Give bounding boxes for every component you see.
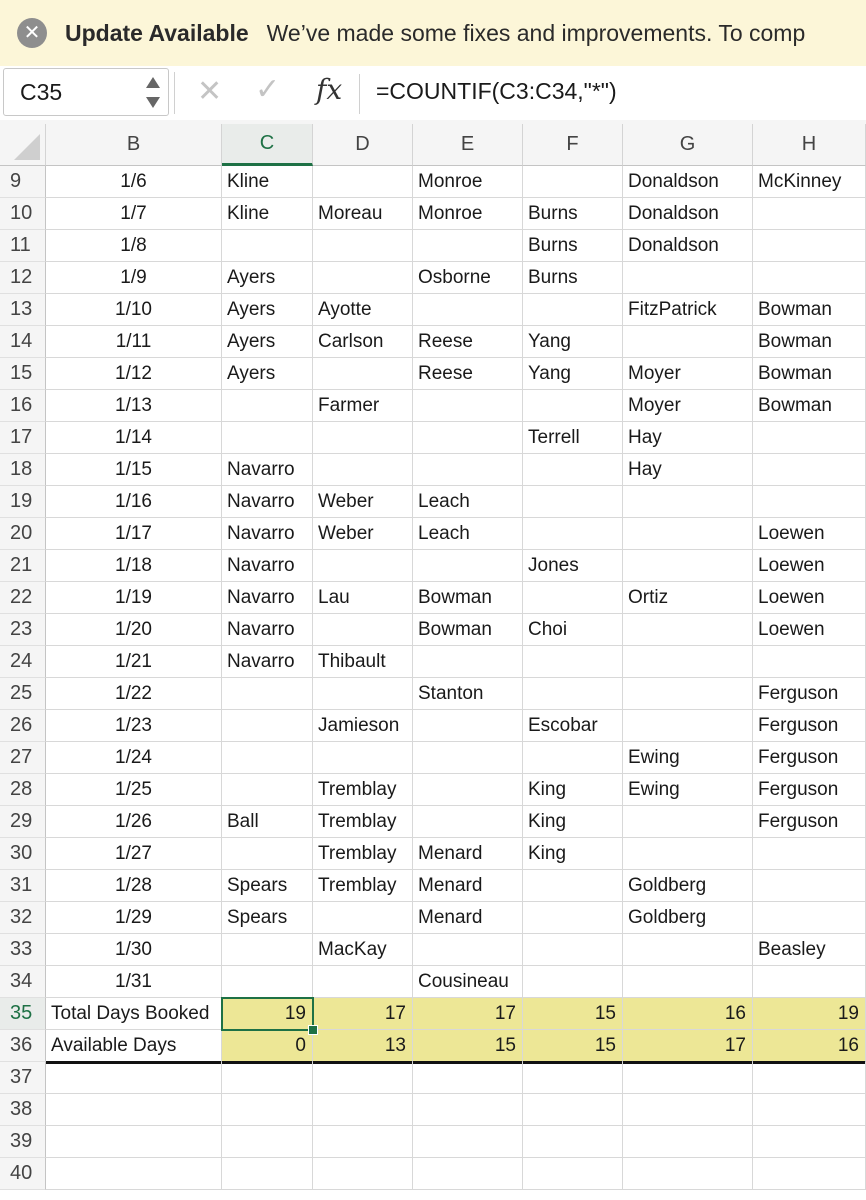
cell-g10[interactable]: Donaldson xyxy=(623,198,753,230)
cell-e38[interactable] xyxy=(413,1094,523,1126)
cell-b13[interactable]: 1/10 xyxy=(46,294,222,326)
row-header[interactable]: 16 xyxy=(0,390,46,422)
cell-f29[interactable]: King xyxy=(523,806,623,838)
cell-g33[interactable] xyxy=(623,934,753,966)
cell-e19[interactable]: Leach xyxy=(413,486,523,518)
cell-b17[interactable]: 1/14 xyxy=(46,422,222,454)
cell-f39[interactable] xyxy=(523,1126,623,1158)
cell-h39[interactable] xyxy=(753,1126,866,1158)
cell-h27[interactable]: Ferguson xyxy=(753,742,866,774)
cell-h26[interactable]: Ferguson xyxy=(753,710,866,742)
cell-e37[interactable] xyxy=(413,1062,523,1094)
cell-d39[interactable] xyxy=(313,1126,413,1158)
cell-e33[interactable] xyxy=(413,934,523,966)
cell-d11[interactable] xyxy=(313,230,413,262)
cell-c15[interactable]: Ayers xyxy=(222,358,313,390)
cell-c29[interactable]: Ball xyxy=(222,806,313,838)
formula-bar xyxy=(0,66,866,121)
cell-b36[interactable]: Available Days xyxy=(46,1030,222,1064)
cell-d28[interactable]: Tremblay xyxy=(313,774,413,806)
column-header-c[interactable]: C xyxy=(222,124,313,166)
cell-f19[interactable] xyxy=(523,486,623,518)
cell-b34[interactable]: 1/31 xyxy=(46,966,222,998)
cell-g37[interactable] xyxy=(623,1062,753,1094)
update-banner xyxy=(0,0,866,67)
cell-h33[interactable]: Beasley xyxy=(753,934,866,966)
row-header[interactable]: 27 xyxy=(0,742,46,774)
cell-c17[interactable] xyxy=(222,422,313,454)
cell-b14[interactable]: 1/11 xyxy=(46,326,222,358)
cell-h20[interactable]: Loewen xyxy=(753,518,866,550)
row-header[interactable]: 31 xyxy=(0,870,46,902)
cell-e26[interactable] xyxy=(413,710,523,742)
formula-input[interactable]: =COUNTIF(C3:C34,"*") xyxy=(376,78,617,104)
cell-c12[interactable]: Ayers xyxy=(222,262,313,294)
cell-h32[interactable] xyxy=(753,902,866,934)
cell-g24[interactable] xyxy=(623,646,753,678)
cell-g27[interactable]: Ewing xyxy=(623,742,753,774)
row-header[interactable]: 15 xyxy=(0,358,46,390)
cell-d27[interactable] xyxy=(313,742,413,774)
cell-f34[interactable] xyxy=(523,966,623,998)
cell-b12[interactable]: 1/9 xyxy=(46,262,222,294)
cell-b20[interactable]: 1/17 xyxy=(46,518,222,550)
cell-e40[interactable] xyxy=(413,1158,523,1190)
cell-b9[interactable]: 1/6 xyxy=(46,166,222,198)
cell-f11[interactable]: Burns xyxy=(523,230,623,262)
cell-e21[interactable] xyxy=(413,550,523,582)
cell-h29[interactable]: Ferguson xyxy=(753,806,866,838)
cell-h9[interactable]: McKinney xyxy=(753,166,866,198)
cell-b38[interactable] xyxy=(46,1094,222,1126)
row-header[interactable]: 39 xyxy=(0,1126,46,1158)
cell-b10[interactable]: 1/7 xyxy=(46,198,222,230)
cell-c9[interactable]: Kline xyxy=(222,166,313,198)
row-header[interactable]: 18 xyxy=(0,454,46,486)
checkmark-icon[interactable]: ✓ xyxy=(255,73,281,106)
cell-g23[interactable] xyxy=(623,614,753,646)
cell-e9[interactable]: Monroe xyxy=(413,166,523,198)
cell-h22[interactable]: Loewen xyxy=(753,582,866,614)
cell-b19[interactable]: 1/16 xyxy=(46,486,222,518)
cell-g40[interactable] xyxy=(623,1158,753,1190)
cell-e12[interactable]: Osborne xyxy=(413,262,523,294)
column-header-e[interactable]: E xyxy=(413,124,523,166)
cell-d20[interactable]: Weber xyxy=(313,518,413,550)
cell-f12[interactable]: Burns xyxy=(523,262,623,294)
cell-f20[interactable] xyxy=(523,518,623,550)
cell-g26[interactable] xyxy=(623,710,753,742)
row-header[interactable]: 10 xyxy=(0,198,46,230)
cell-g38[interactable] xyxy=(623,1094,753,1126)
cell-e32[interactable]: Menard xyxy=(413,902,523,934)
cell-g39[interactable] xyxy=(623,1126,753,1158)
cell-c38[interactable] xyxy=(222,1094,313,1126)
cell-g14[interactable] xyxy=(623,326,753,358)
cell-b23[interactable]: 1/20 xyxy=(46,614,222,646)
cell-f36[interactable]: 15 xyxy=(523,1030,623,1064)
cell-e27[interactable] xyxy=(413,742,523,774)
cell-f38[interactable] xyxy=(523,1094,623,1126)
row-header[interactable]: 20 xyxy=(0,518,46,550)
column-header-g[interactable]: G xyxy=(623,124,753,166)
cell-f40[interactable] xyxy=(523,1158,623,1190)
cell-d14[interactable]: Carlson xyxy=(313,326,413,358)
row-header[interactable]: 33 xyxy=(0,934,46,966)
cell-e36[interactable]: 15 xyxy=(413,1030,523,1064)
cell-d9[interactable] xyxy=(313,166,413,198)
cell-b24[interactable]: 1/21 xyxy=(46,646,222,678)
cell-c32[interactable]: Spears xyxy=(222,902,313,934)
cell-g20[interactable] xyxy=(623,518,753,550)
row-header[interactable]: 19 xyxy=(0,486,46,518)
row-header[interactable]: 29 xyxy=(0,806,46,838)
row-header[interactable]: 38 xyxy=(0,1094,46,1126)
cell-c25[interactable] xyxy=(222,678,313,710)
cell-g11[interactable]: Donaldson xyxy=(623,230,753,262)
cell-e15[interactable]: Reese xyxy=(413,358,523,390)
cell-d29[interactable]: Tremblay xyxy=(313,806,413,838)
cell-h30[interactable] xyxy=(753,838,866,870)
cell-h13[interactable]: Bowman xyxy=(753,294,866,326)
cell-b40[interactable] xyxy=(46,1158,222,1190)
row-header[interactable]: 12 xyxy=(0,262,46,294)
cell-f23[interactable]: Choi xyxy=(523,614,623,646)
cell-b33[interactable]: 1/30 xyxy=(46,934,222,966)
cell-b27[interactable]: 1/24 xyxy=(46,742,222,774)
cell-f33[interactable] xyxy=(523,934,623,966)
cell-b28[interactable]: 1/25 xyxy=(46,774,222,806)
cell-d16[interactable]: Farmer xyxy=(313,390,413,422)
cell-e25[interactable]: Stanton xyxy=(413,678,523,710)
cell-b32[interactable]: 1/29 xyxy=(46,902,222,934)
cell-c20[interactable]: Navarro xyxy=(222,518,313,550)
cell-g31[interactable]: Goldberg xyxy=(623,870,753,902)
spreadsheet-grid[interactable] xyxy=(0,120,866,1200)
row-header[interactable]: 40 xyxy=(0,1158,46,1190)
cell-e31[interactable]: Menard xyxy=(413,870,523,902)
cell-g29[interactable] xyxy=(623,806,753,838)
cell-f9[interactable] xyxy=(523,166,623,198)
cell-f18[interactable] xyxy=(523,454,623,486)
row-header[interactable]: 36 xyxy=(0,1030,46,1062)
cell-f10[interactable]: Burns xyxy=(523,198,623,230)
cell-f26[interactable]: Escobar xyxy=(523,710,623,742)
cell-d34[interactable] xyxy=(313,966,413,998)
cell-e39[interactable] xyxy=(413,1126,523,1158)
cell-d25[interactable] xyxy=(313,678,413,710)
cell-e22[interactable]: Bowman xyxy=(413,582,523,614)
cell-b16[interactable]: 1/13 xyxy=(46,390,222,422)
cell-e18[interactable] xyxy=(413,454,523,486)
cell-f14[interactable]: Yang xyxy=(523,326,623,358)
column-header-d[interactable]: D xyxy=(313,124,413,166)
cell-f27[interactable] xyxy=(523,742,623,774)
name-box[interactable] xyxy=(3,68,169,116)
cell-g17[interactable]: Hay xyxy=(623,422,753,454)
row-header[interactable]: 32 xyxy=(0,902,46,934)
cell-c19[interactable]: Navarro xyxy=(222,486,313,518)
cell-h19[interactable] xyxy=(753,486,866,518)
cell-f17[interactable]: Terrell xyxy=(523,422,623,454)
cell-c22[interactable]: Navarro xyxy=(222,582,313,614)
row-header[interactable]: 22 xyxy=(0,582,46,614)
cell-e23[interactable]: Bowman xyxy=(413,614,523,646)
cell-h34[interactable] xyxy=(753,966,866,998)
cell-e17[interactable] xyxy=(413,422,523,454)
cell-g32[interactable]: Goldberg xyxy=(623,902,753,934)
cell-g15[interactable]: Moyer xyxy=(623,358,753,390)
cell-e29[interactable] xyxy=(413,806,523,838)
select-all-corner[interactable] xyxy=(0,124,46,166)
column-header-b[interactable]: B xyxy=(46,124,222,166)
cell-c10[interactable]: Kline xyxy=(222,198,313,230)
cell-c39[interactable] xyxy=(222,1126,313,1158)
cell-b22[interactable]: 1/19 xyxy=(46,582,222,614)
cell-c13[interactable]: Ayers xyxy=(222,294,313,326)
cell-c11[interactable] xyxy=(222,230,313,262)
row-header[interactable]: 9 xyxy=(0,166,46,198)
cell-g28[interactable]: Ewing xyxy=(623,774,753,806)
banner-message: We’ve made some fixes and improvements. To comp xyxy=(266,19,806,46)
cell-d19[interactable]: Weber xyxy=(313,486,413,518)
cell-d37[interactable] xyxy=(313,1062,413,1094)
row-header[interactable]: 37 xyxy=(0,1062,46,1094)
fill-handle[interactable] xyxy=(308,1025,318,1035)
cell-c14[interactable]: Ayers xyxy=(222,326,313,358)
cell-c40[interactable] xyxy=(222,1158,313,1190)
cell-b25[interactable]: 1/22 xyxy=(46,678,222,710)
name-box-value[interactable]: C35 xyxy=(20,79,63,105)
cell-f37[interactable] xyxy=(523,1062,623,1094)
cell-h24[interactable] xyxy=(753,646,866,678)
cell-g22[interactable]: Ortiz xyxy=(623,582,753,614)
close-circle-icon[interactable]: ✕ xyxy=(17,18,47,48)
cell-d21[interactable] xyxy=(313,550,413,582)
cell-c18[interactable]: Navarro xyxy=(222,454,313,486)
cell-c30[interactable] xyxy=(222,838,313,870)
cell-f25[interactable] xyxy=(523,678,623,710)
cell-d40[interactable] xyxy=(313,1158,413,1190)
cell-c27[interactable] xyxy=(222,742,313,774)
cell-h28[interactable]: Ferguson xyxy=(753,774,866,806)
cell-h10[interactable] xyxy=(753,198,866,230)
cell-f30[interactable]: King xyxy=(523,838,623,870)
divider xyxy=(174,72,175,114)
cell-c16[interactable] xyxy=(222,390,313,422)
cell-g19[interactable] xyxy=(623,486,753,518)
cell-h11[interactable] xyxy=(753,230,866,262)
cell-d31[interactable]: Tremblay xyxy=(313,870,413,902)
cell-d18[interactable] xyxy=(313,454,413,486)
cell-g12[interactable] xyxy=(623,262,753,294)
cell-c33[interactable] xyxy=(222,934,313,966)
cell-d22[interactable]: Lau xyxy=(313,582,413,614)
cell-d10[interactable]: Moreau xyxy=(313,198,413,230)
cell-g34[interactable] xyxy=(623,966,753,998)
divider xyxy=(359,74,360,114)
cell-d24[interactable]: Thibault xyxy=(313,646,413,678)
cell-d26[interactable]: Jamieson xyxy=(313,710,413,742)
cell-h35[interactable]: 19 xyxy=(753,998,866,1030)
cell-f21[interactable]: Jones xyxy=(523,550,623,582)
cell-h38[interactable] xyxy=(753,1094,866,1126)
function-icon[interactable]: fx xyxy=(316,73,343,106)
cell-c35[interactable]: 19 xyxy=(222,998,313,1030)
row-header[interactable]: 13 xyxy=(0,294,46,326)
row-header[interactable]: 30 xyxy=(0,838,46,870)
cell-b37[interactable] xyxy=(46,1062,222,1094)
cell-f13[interactable] xyxy=(523,294,623,326)
cell-e11[interactable] xyxy=(413,230,523,262)
cell-b29[interactable]: 1/26 xyxy=(46,806,222,838)
cell-b26[interactable]: 1/23 xyxy=(46,710,222,742)
cell-b39[interactable] xyxy=(46,1126,222,1158)
cell-g35[interactable]: 16 xyxy=(623,998,753,1030)
row-header[interactable]: 23 xyxy=(0,614,46,646)
cell-b35[interactable]: Total Days Booked xyxy=(46,998,222,1030)
row-header[interactable]: 14 xyxy=(0,326,46,358)
row-header[interactable]: 26 xyxy=(0,710,46,742)
cell-d32[interactable] xyxy=(313,902,413,934)
row-header[interactable]: 35 xyxy=(0,998,46,1030)
cell-d36[interactable]: 13 xyxy=(313,1030,413,1064)
cell-h17[interactable] xyxy=(753,422,866,454)
row-header[interactable]: 11 xyxy=(0,230,46,262)
cell-e35[interactable]: 17 xyxy=(413,998,523,1030)
cell-b18[interactable]: 1/15 xyxy=(46,454,222,486)
cell-g36[interactable]: 17 xyxy=(623,1030,753,1064)
cell-h25[interactable]: Ferguson xyxy=(753,678,866,710)
cell-h37[interactable] xyxy=(753,1062,866,1094)
row-header[interactable]: 34 xyxy=(0,966,46,998)
cell-c34[interactable] xyxy=(222,966,313,998)
name-box-stepper-icon[interactable] xyxy=(146,75,160,111)
cell-e24[interactable] xyxy=(413,646,523,678)
cell-h14[interactable]: Bowman xyxy=(753,326,866,358)
cell-h21[interactable]: Loewen xyxy=(753,550,866,582)
cell-b11[interactable]: 1/8 xyxy=(46,230,222,262)
cell-e14[interactable]: Reese xyxy=(413,326,523,358)
cell-b31[interactable]: 1/28 xyxy=(46,870,222,902)
cell-f22[interactable] xyxy=(523,582,623,614)
cell-h40[interactable] xyxy=(753,1158,866,1190)
cell-g18[interactable]: Hay xyxy=(623,454,753,486)
cell-g25[interactable] xyxy=(623,678,753,710)
cell-c24[interactable]: Navarro xyxy=(222,646,313,678)
cell-f35[interactable]: 15 xyxy=(523,998,623,1030)
cell-e34[interactable]: Cousineau xyxy=(413,966,523,998)
cell-c26[interactable] xyxy=(222,710,313,742)
cell-c37[interactable] xyxy=(222,1062,313,1094)
cell-c23[interactable]: Navarro xyxy=(222,614,313,646)
cell-d13[interactable]: Ayotte xyxy=(313,294,413,326)
cell-d17[interactable] xyxy=(313,422,413,454)
cell-f24[interactable] xyxy=(523,646,623,678)
cell-d33[interactable]: MacKay xyxy=(313,934,413,966)
cell-c31[interactable]: Spears xyxy=(222,870,313,902)
cell-e28[interactable] xyxy=(413,774,523,806)
cell-e10[interactable]: Monroe xyxy=(413,198,523,230)
cell-d12[interactable] xyxy=(313,262,413,294)
cell-f16[interactable] xyxy=(523,390,623,422)
cell-h36[interactable]: 16 xyxy=(753,1030,866,1064)
cell-d30[interactable]: Tremblay xyxy=(313,838,413,870)
cell-h18[interactable] xyxy=(753,454,866,486)
cell-b30[interactable]: 1/27 xyxy=(46,838,222,870)
banner-title: Update Available xyxy=(65,19,249,46)
cell-e13[interactable] xyxy=(413,294,523,326)
row-header[interactable]: 17 xyxy=(0,422,46,454)
cell-c28[interactable] xyxy=(222,774,313,806)
cell-f32[interactable] xyxy=(523,902,623,934)
cell-g16[interactable]: Moyer xyxy=(623,390,753,422)
cell-e30[interactable]: Menard xyxy=(413,838,523,870)
cell-g21[interactable] xyxy=(623,550,753,582)
cell-g30[interactable] xyxy=(623,838,753,870)
cell-f15[interactable]: Yang xyxy=(523,358,623,390)
cell-h31[interactable] xyxy=(753,870,866,902)
cell-d38[interactable] xyxy=(313,1094,413,1126)
cell-c36[interactable]: 0 xyxy=(222,1030,313,1064)
row-header[interactable]: 28 xyxy=(0,774,46,806)
cell-g13[interactable]: FitzPatrick xyxy=(623,294,753,326)
cell-d23[interactable] xyxy=(313,614,413,646)
row-header[interactable]: 24 xyxy=(0,646,46,678)
cell-b15[interactable]: 1/12 xyxy=(46,358,222,390)
cell-h16[interactable]: Bowman xyxy=(753,390,866,422)
cell-d35[interactable]: 17 xyxy=(313,998,413,1030)
cell-g9[interactable]: Donaldson xyxy=(623,166,753,198)
cell-h12[interactable] xyxy=(753,262,866,294)
close-icon[interactable]: ✕ xyxy=(197,75,223,108)
cell-e16[interactable] xyxy=(413,390,523,422)
column-header-h[interactable]: H xyxy=(753,124,866,166)
column-header-f[interactable]: F xyxy=(523,124,623,166)
cell-c21[interactable]: Navarro xyxy=(222,550,313,582)
row-header[interactable]: 25 xyxy=(0,678,46,710)
cell-h23[interactable]: Loewen xyxy=(753,614,866,646)
cell-b21[interactable]: 1/18 xyxy=(46,550,222,582)
cell-d15[interactable] xyxy=(313,358,413,390)
cell-f31[interactable] xyxy=(523,870,623,902)
cell-h15[interactable]: Bowman xyxy=(753,358,866,390)
row-header[interactable]: 21 xyxy=(0,550,46,582)
cell-f28[interactable]: King xyxy=(523,774,623,806)
cell-e20[interactable]: Leach xyxy=(413,518,523,550)
